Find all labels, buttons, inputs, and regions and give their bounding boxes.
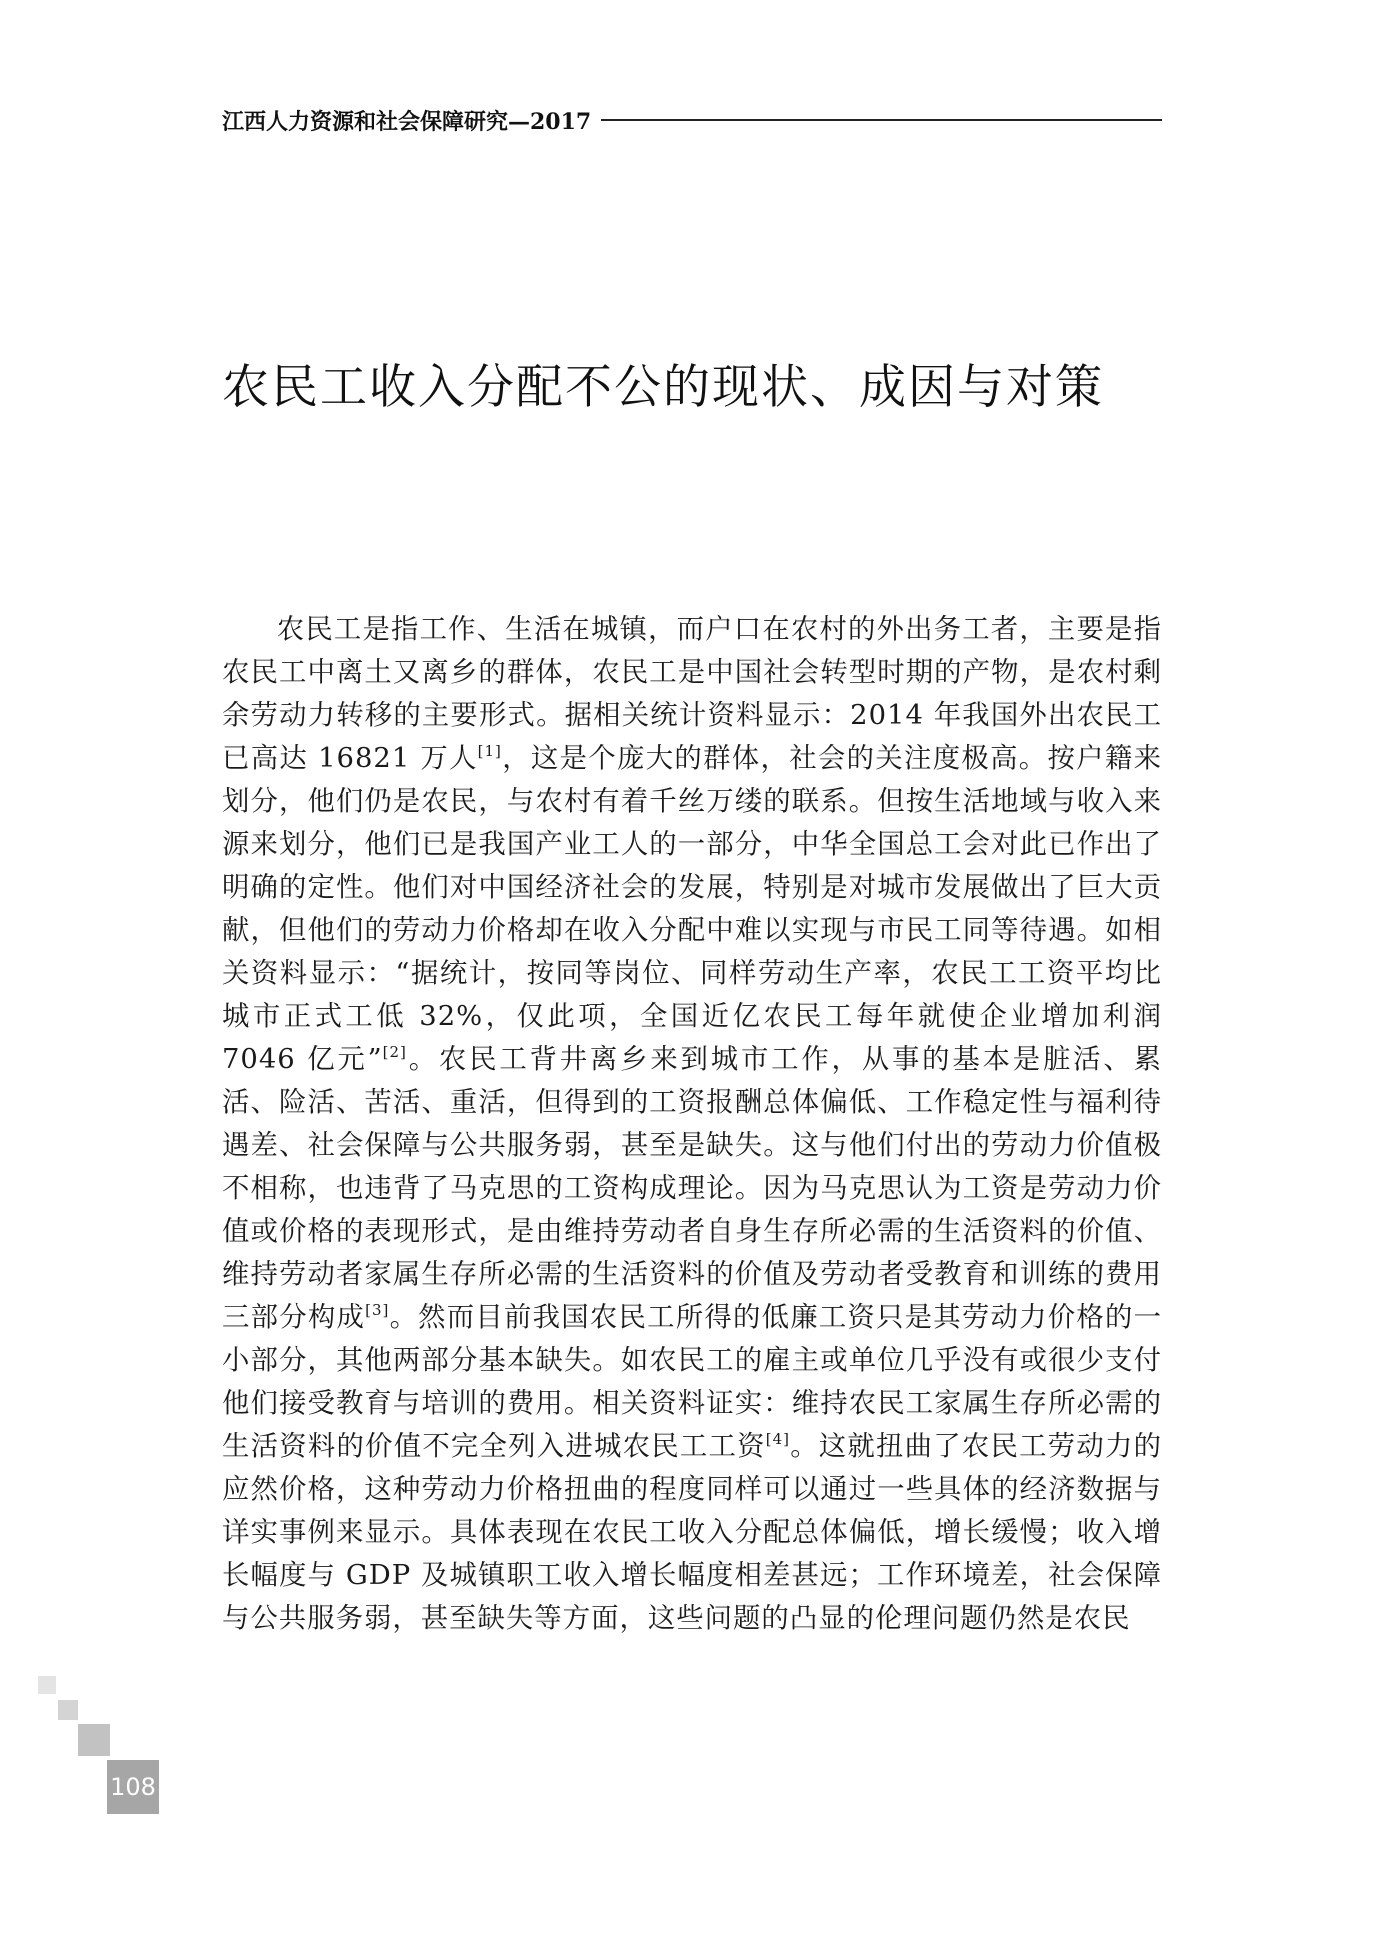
citation-3: [3] xyxy=(365,1301,390,1319)
decor-square-medium xyxy=(58,1700,78,1720)
body-segment-2: ，这是个庞大的群体，社会的关注度极高。按户籍来划分，他们仍是农民，与农村有着千丝万缕的联系。但按生活地域与收入来源来划分，他们已是我国产业工人的一部分，中华全国总工会对此已作出了明确的定性。他们对中国经济社会的发展，特别是对城市发展做出了巨大贡献，但他们的劳动力价格却在收入分配中难以实现与市民工同等待遇。如相关资料显示：“据统计，按同等岗位、同样劳动生产率，农民工工资平均比城市正式工低 32%，仅此项，全国近亿农民工每年就使企业增加利润 7046 亿元” xyxy=(222,743,1162,1075)
citation-1: [1] xyxy=(477,742,502,760)
article-title: 农民工收入分配不公的现状、成因与对策 xyxy=(222,360,1104,415)
article-body xyxy=(222,608,1162,1640)
page-number: 108 xyxy=(107,1760,159,1814)
decor-square-small xyxy=(38,1676,56,1694)
citation-4: [4] xyxy=(765,1430,790,1448)
body-segment-1: 农民工是指工作、生活在城镇，而户口在农村的外出务工者，主要是指农民工中离土又离乡的群体，农民工是中国社会转型时期的产物，是农村剩余劳动力转移的主要形式。据相关统计资料显示：2014 年我国外出农民工已高达 16821 万人 xyxy=(222,614,1162,774)
body-segment-5: 。这就扭曲了农民工劳动力的应然价格，这种劳动力价格扭曲的程度同样可以通过一些具体的经济数据与详实事例来显示。具体表现在农民工收入分配总体偏低，增长缓慢；收入增长幅度与 GDP 及城镇职工收入增长幅度相差甚远；工作环境差，社会保障与公共服务弱，甚至缺失等方面，这些问题的凸显的伦理问题仍然是农民 xyxy=(222,1431,1162,1634)
citation-2: [2] xyxy=(382,1043,407,1061)
running-header xyxy=(222,100,1162,140)
decor-square-large xyxy=(78,1724,110,1756)
body-segment-3: 。农民工背井离乡来到城市工作，从事的基本是脏活、累活、险活、苦活、重活，但得到的工资报酬总体偏低、工作稳定性与福利待遇差、社会保障与公共服务弱，甚至是缺失。这与他们付出的劳动力价值极不相称，也违背了马克思的工资构成理论。因为马克思认为工资是劳动力价值或价格的表现形式，是由维持劳动者自身生存所必需的生活资料的价值、维持劳动者家属生存所必需的生活资料的价值及劳动者受教育和训练的费用三部分构成 xyxy=(222,1044,1162,1333)
body-paragraph xyxy=(222,608,1162,1640)
header-rule xyxy=(601,119,1162,121)
body-segment-4: 。然而目前我国农民工所得的低廉工资只是其劳动力价格的一小部分，其他两部分基本缺失。如农民工的雇主或单位几乎没有或很少支付他们接受教育与培训的费用。相关资料证实：维持农民工家属生存所必需的生活资料的价值不完全列入进城农民工工资 xyxy=(222,1302,1162,1462)
running-title: 江西人力资源和社会保障研究—2017 xyxy=(222,108,592,135)
